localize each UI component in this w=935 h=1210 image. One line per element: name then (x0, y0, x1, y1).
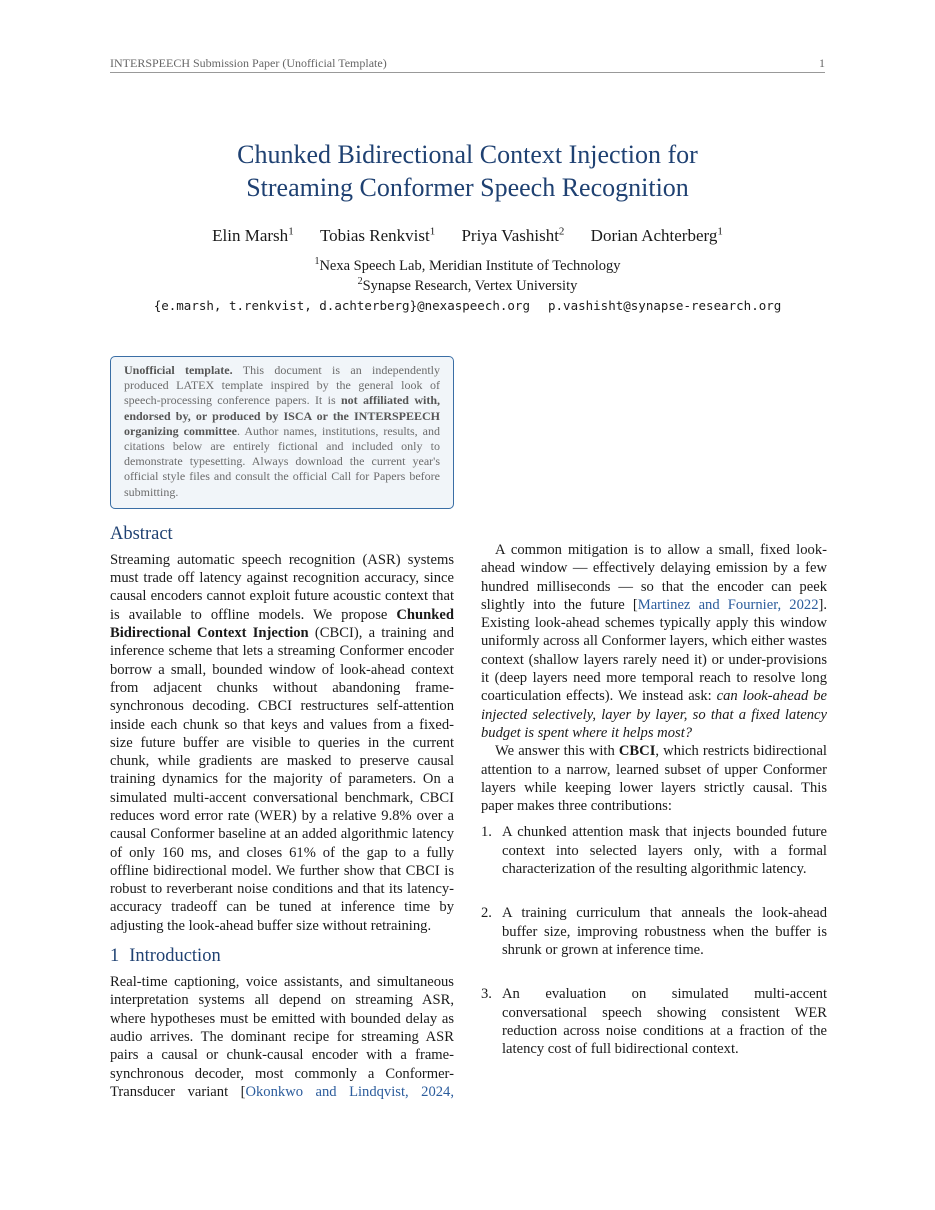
affiliation: $^1$Nexa Speech Lab, Meridian Institute of Technology (314, 256, 621, 274)
paper-title (110, 138, 825, 204)
author-list (110, 225, 825, 246)
email: {e.marsh, t.renkvist, d.achterberg}@nexaspeech.org (153, 298, 530, 313)
intro-continuation (481, 357, 827, 541)
citation-link[interactable]: Martinez and Fournier, 2022 (637, 596, 819, 613)
left-column (110, 356, 454, 1100)
author: Priya Vashisht$^2$ (461, 225, 565, 245)
abstract-heading: Abstract (110, 523, 173, 544)
title-line-2: Streaming Conformer Speech Recognition (246, 173, 689, 202)
disclaimer-box: Unofficial template. This document is an independently produced LATEX template inspired by the general look of speech-processing conference papers. It is not affiliated with, endorsed by, or produced by ISCA or the INTERSPEECH organizing committee. Author names, institutions, results, and citations below are entirely fictional and included only to demonstrate typesetting. Always download the current year's official style files and consult the official Call for Papers before submitting. (110, 356, 454, 509)
section-heading-introduction: 1 Introduction (110, 946, 221, 967)
email: p.vashisht@synapse-research.org (548, 298, 782, 313)
intro-paragraph-2: A common mitigation is to allow a small, fixed look-ahead window — effectively delaying emission by a few hundred milliseconds — so that the encoder can peek slightly into the future [Martinez and Fournier, 2022]. Existing look-ahead schemes typically apply this window uniformly across all Conformer layers, which either wastes context (shallow layers rarely need it) or under-provisions it (deep layers need more temporal reach to resolve long coarticulation effects). We instead ask: can look-ahead be injected selectively, layer by layer, so that a fixed latency budget is spent where it helps most? (481, 542, 828, 741)
running-header-title: INTERSPEECH Submission Paper (Unofficial Template) (110, 56, 387, 70)
running-header (110, 56, 825, 73)
page-number: 1 (819, 56, 825, 70)
author: Tobias Renkvist$^1$ (319, 225, 436, 245)
list-item: 1. A chunked attention mask that injects bounded future context into selected layers only, with a formal characterization of the resulting algorithmic latency. (481, 824, 827, 878)
affiliation: $^2$Synapse Research, Vertex University (357, 276, 578, 294)
author: Dorian Achterberg$^1$ (590, 225, 723, 245)
author-emails (110, 298, 825, 313)
list-item: 2. A training curriculum that anneals the look-ahead buffer size, improving robustness when the buffer is shrunk or grown at inference time. (481, 905, 827, 958)
author: Elin Marsh$^1$ (212, 225, 294, 245)
citation-link[interactable]: Okonkwo and Lindqvist, 2024, (245, 1083, 454, 1100)
list-item: 3. An evaluation on simulated multi-accent conversational speech showing consistent WER reduction across noise conditions at a fraction of the latency cost of full bidirectional context. (481, 986, 827, 1058)
title-line-1: Chunked Bidirectional Context Injection for (237, 140, 698, 169)
right-column (481, 357, 827, 1084)
abstract-text: Streaming automatic speech recognition (ASR) systems must trade off latency against recognition accuracy, since causal encoders cannot exploit future acoustic context that is available to offline models. We propose Chunked Bidirectional Context Injection (CBCI), a training and inference scheme that lets a streaming Conformer encoder borrow a small, bounded window of look-ahead context from adjacent chunks without abandoning frame-synchronous decoding. CBCI restructures self-attention inside each chunk so that keys and values from a fixed-size future buffer are visible to queries in the current chunk, while gradients are masked to preserve causal training dynamics for the majority of parameters. On a simulated multi-accent conversational benchmark, CBCI reduces word error rate (WER) by a relative 9.8% over a causal Conformer baseline at an added algorithmic latency of only 160 ms, and closes 61% of the gap to a fully offline bidirectional model. We further show that CBCI is robust to reverberant noise conditions and that its latency-accuracy tradeoff can be tuned at inference time by adjusting the look-ahead buffer size without retraining. (110, 551, 454, 934)
intro-paragraph-1: Real-time captioning, voice assistants, and simultaneous interpretation systems all depend on streaming ASR, where hypotheses must be emitted with bounded delay as audio arrives. The dominant recipe for streaming ASR pairs a causal or chunk-causal encoder with a frame-synchronous decoder, most commonly a Conformer-Transducer variant [Okonkwo and Lindqvist, 2024, (110, 973, 454, 1100)
contribution-list (481, 823, 827, 1058)
intro-paragraph-3: We answer this with CBCI, which restricts bidirectional attention to a narrow, learned subset of upper Conformer layers while keeping lower layers strictly causal. This paper makes three contributions: (481, 743, 827, 815)
